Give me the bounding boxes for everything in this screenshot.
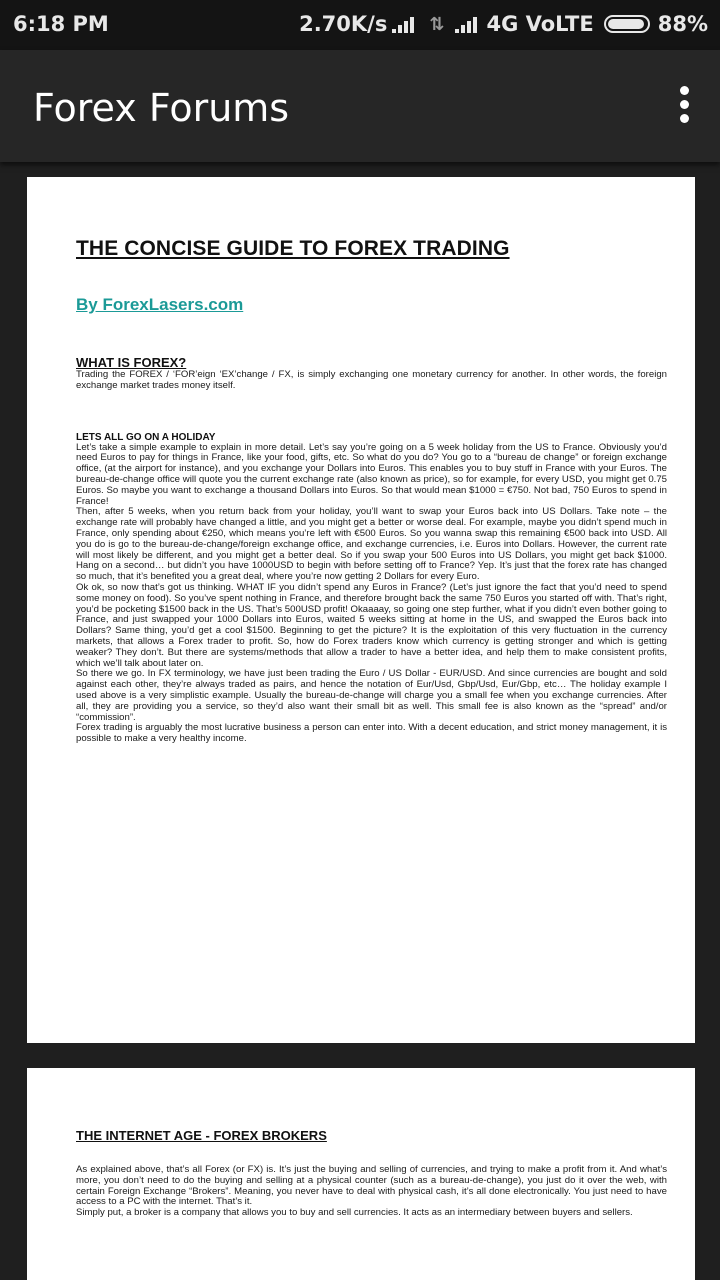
network-type: 4G VoLTE xyxy=(486,12,594,36)
doc-title: THE CONCISE GUIDE TO FOREX TRADING xyxy=(76,237,510,260)
app-bar xyxy=(0,50,720,162)
paragraph-intro: Trading the FOREX / ‘FOR’eign ‘EX’change / FX, is simply exchanging one monetary currency for another. In other words, the foreign exchange market trades money itself. xyxy=(76,369,667,391)
paragraph: So there we go. In FX terminology, we have just been trading the Euro / US Dollar - EUR/USD. And since currencies are bought and sold against each other, they’re always traded as pairs, and hence the notation of Eur/Usd, Gbp/Usd, Eur/Gbp, etc… The holiday example I used above is a very simplistic example. Usually the bureau-de-change will charge you a small fee when you exchange currencies. After all, they are providing you a service, so they’d also want their small bit as well. This small fee is also known as the “spread” and/or “commission”. xyxy=(76,668,667,723)
pdf-page-2 xyxy=(27,1068,695,1280)
battery-icon xyxy=(604,15,650,33)
status-indicators xyxy=(299,12,708,36)
data-arrows-icon: ⇅ xyxy=(429,13,445,35)
paragraph: Forex trading is arguably the most lucrative business a person can enter into. With a decent education, and strict money management, it is possible to make a very healthy income. xyxy=(76,722,667,745)
pdf-page-1 xyxy=(27,177,695,1043)
pdf-viewer[interactable] xyxy=(0,162,720,1280)
battery-level: 88% xyxy=(657,12,708,36)
section-heading-what-is-forex: WHAT IS FOREX? xyxy=(76,355,187,370)
status-time: 6:18 PM xyxy=(13,12,109,36)
section-heading-internet-age: THE INTERNET AGE - FOREX BROKERS xyxy=(76,1128,327,1143)
net-speed: 2.70K/s xyxy=(299,12,388,36)
status-bar xyxy=(0,0,720,50)
signal-icon xyxy=(455,15,481,33)
doc-byline-link[interactable]: By ForexLasers.com xyxy=(76,295,244,314)
more-vert-icon[interactable] xyxy=(676,86,692,122)
paragraph: Ok ok, so now that’s got us thinking. WHAT IF you didn’t spend any Euros in France? (Let’s just ignore the fact that you’d need to spend some money on food). So you’ve spent nothing in France, and therefore brought back the same 750 Euros you started off with. That’s right, you’d be pocketing $1500 back in the US. That’s 500USD profit! Okaaaay, so going one step further, what if you didn’t even bother going to France, and just swapped your 1000 Dollars into Euros, waited 5 weeks sitting at home in the US, and swapped the Euros back into Dollars? Same thing, you’d get a cool $1500. Beginning to get the picture? It is the exploitation of this very fluctuation in the currency markets, that allows a Forex trader to profit. So, how do Forex traders know which currency is getting stronger and which is getting weaker? They don’t. But there are systems/methods that allow a trader to have a better idea, and help them to make consistent profits, which we’ll talk about later on. xyxy=(76,581,667,669)
paragraph: Let’s take a simple example to explain in more detail. Let’s say you’re going on a 5 week holiday from the US to France. Obviously you’d need Euros to pay for things in France, like your food, gifts, etc. So what do you do? You go to a “bureau de change” or foreign exchange office, (at the airport for instance), and you exchange your Dollars into Euros. This enables you to buy stuff in France with your Euros. The bureau-de-change office will quote you the current exchange rate (also known as price), so for example, for every USD, you might get 0.75 Euros. So maybe you want to exchange a thousand Dollars into Euros. So that would mean $1000 = €750. Not bad, 750 Euros to spend in France! xyxy=(76,441,667,507)
section-heading-holiday: LETS ALL GO ON A HOLIDAY xyxy=(76,431,216,443)
paragraph: Simply put, a broker is a company that allows you to buy and sell currencies. It acts as an intermediary between buyers and sellers. xyxy=(76,1207,633,1219)
paragraph: As explained above, that’s all Forex (or FX) is. It’s just the buying and selling of currencies, and trying to make a profit from it. And what’s more, you don’t need to do the buying and selling at a physical counter (such as a bureau-de-change), you just do it over the web, with certain Foreign Exchange “Brokers”. Meaning, you never have to deal with physical cash, it’s all done electronically. You just need to have access to a PC with the internet. That’s it. xyxy=(76,1164,667,1208)
paragraph: Then, after 5 weeks, when you return back from your holiday, you’ll want to swap your Euros back into US Dollars. Take note – the exchange rate will probably have changed a little, and you might get a better or worse deal. For example, maybe you didn’t spend much in France, only spending about €250, which means you’re left with €500 Euros. So you wanna swap this remaining €500 back into USD. All you do is go to the bureau-de-change/foreign exchange office, and exchange currencies, i.e. Euros into Dollars. However, the current rate will most likely be different, and you might get a better deal. So if you swap your 500 Euros into US Dollars, you might get back $1000. Hang on a second… but didn’t you have 1000USD to begin with before setting off to France? Yep. It’s just that the forex rate has changed so much, that it’s benefited you a great deal, where you’re now getting 2 Dollars for every Euro. xyxy=(76,506,667,583)
signal-icon xyxy=(392,15,418,33)
app-title: Forex Forums xyxy=(33,86,290,130)
